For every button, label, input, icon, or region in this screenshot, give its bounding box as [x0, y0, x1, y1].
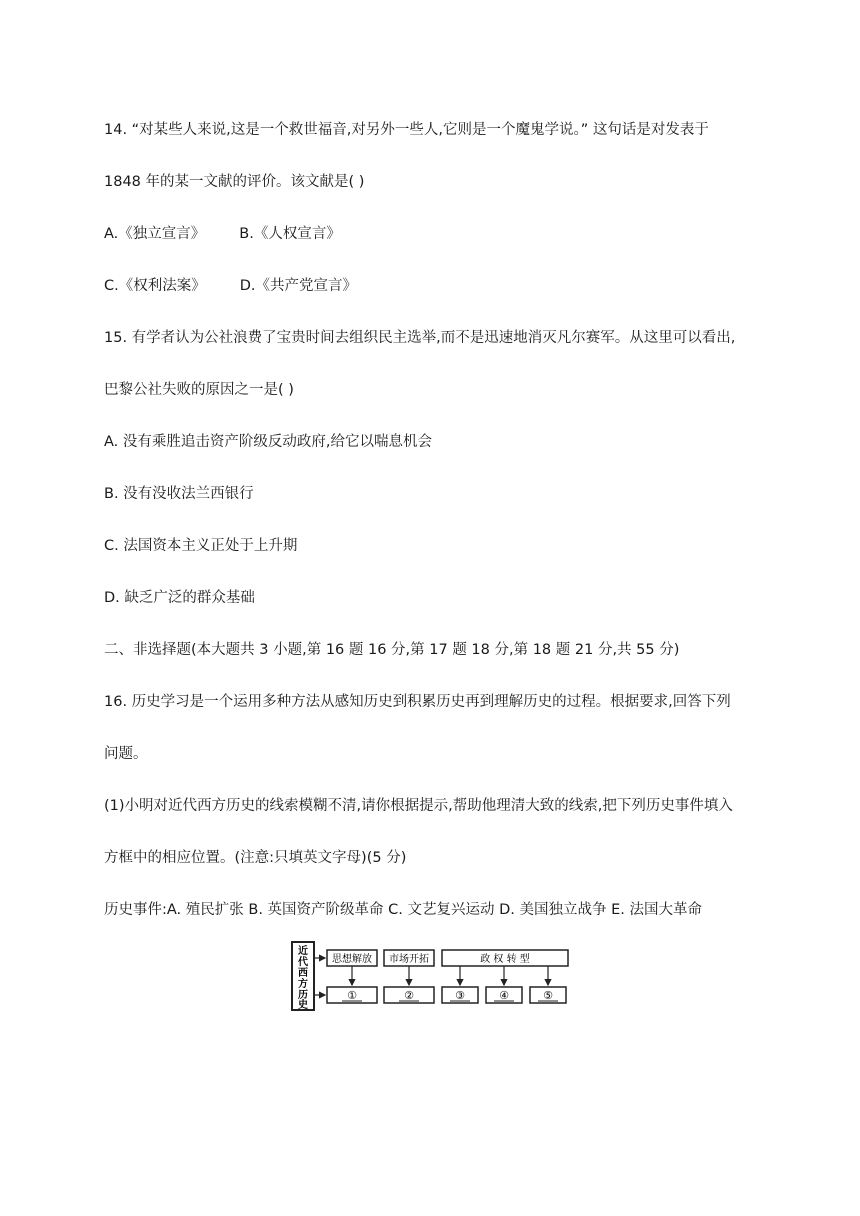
- q15-option-b[interactable]: B. 没有没收法兰西银行: [104, 486, 254, 502]
- q16-sub1-line2: 方框中的相应位置。(注意:只填英文字母)(5 分): [104, 850, 407, 866]
- answer-slot-1-label: ①: [347, 989, 357, 1002]
- answer-slot-4-label: ④: [499, 989, 509, 1002]
- vertical-label-char: 历: [298, 990, 308, 1001]
- q16-stem-line2: 问题。: [104, 746, 148, 762]
- vertical-label: [298, 944, 309, 1011]
- answer-slot-2-label: ②: [404, 989, 414, 1002]
- answer-slot-5-label: ⑤: [543, 989, 553, 1002]
- q15-stem-line1: 15. 有学者认为公社浪费了宝贵时间去组织民主选举,而不是迅速地消灭凡尔赛军。从这里可以看出,: [104, 330, 736, 346]
- q14-stem-line2: 1848 年的某一文献的评价。该文献是( ): [104, 174, 365, 190]
- q15-option-a[interactable]: A. 没有乘胜追击资产阶级反动政府,给它以喘息机会: [104, 434, 432, 450]
- section-heading: 二、非选择题(本大题共 3 小题,第 16 题 16 分,第 17 题 18 分,第 18 题 21 分,共 55 分): [104, 642, 680, 658]
- q15-option-d[interactable]: D. 缺乏广泛的群众基础: [104, 590, 255, 606]
- q14-option-a[interactable]: A.《独立宣言》: [104, 226, 206, 242]
- q16-stem-line1: 16. 历史学习是一个运用多种方法从感知历史到积累历史再到理解历史的过程。根据要求,回答下列: [104, 694, 731, 710]
- q14-option-b[interactable]: B.《人权宣言》: [239, 226, 341, 242]
- q14-option-c[interactable]: C.《权利法案》: [104, 278, 206, 294]
- vertical-label-char: 方: [298, 979, 308, 990]
- answer-slot-3-label: ③: [455, 989, 465, 1002]
- q14-options-row1: [104, 224, 341, 244]
- q15-stem-line2: 巴黎公社失败的原因之一是( ): [104, 382, 294, 398]
- q15-option-c[interactable]: C. 法国资本主义正处于上升期: [104, 538, 298, 554]
- box-regime-transition-label: 政 权 转 型: [480, 954, 530, 965]
- vertical-label-char: 代: [298, 957, 308, 968]
- q16-sub1-line1: (1)小明对近代西方历史的线索模糊不清,请你根据提示,帮助他理清大致的线索,把下列历史事件填入: [104, 798, 733, 814]
- vertical-label-char: 近: [298, 946, 308, 957]
- vertical-label-char: 西: [298, 968, 308, 979]
- q16-events-list: 历史事件:A. 殖民扩张 B. 英国资产阶级革命 C. 文艺复兴运动 D. 美国独立战争 E. 法国大革命: [104, 902, 702, 918]
- vertical-label-char: 史: [298, 1000, 308, 1011]
- box-market-expansion-label: 市场开拓: [389, 954, 429, 965]
- q14-options-row2: [104, 276, 357, 296]
- q14-stem-line1: 14. “对某些人来说,这是一个救世福音,对另外一些人,它则是一个魔鬼学说。” 这句话是对发表于: [104, 122, 709, 138]
- q14-option-d[interactable]: D.《共产党宣言》: [239, 278, 358, 294]
- timeline-diagram: [290, 940, 580, 1014]
- box-thought-liberation-label: 思想解放: [332, 954, 372, 965]
